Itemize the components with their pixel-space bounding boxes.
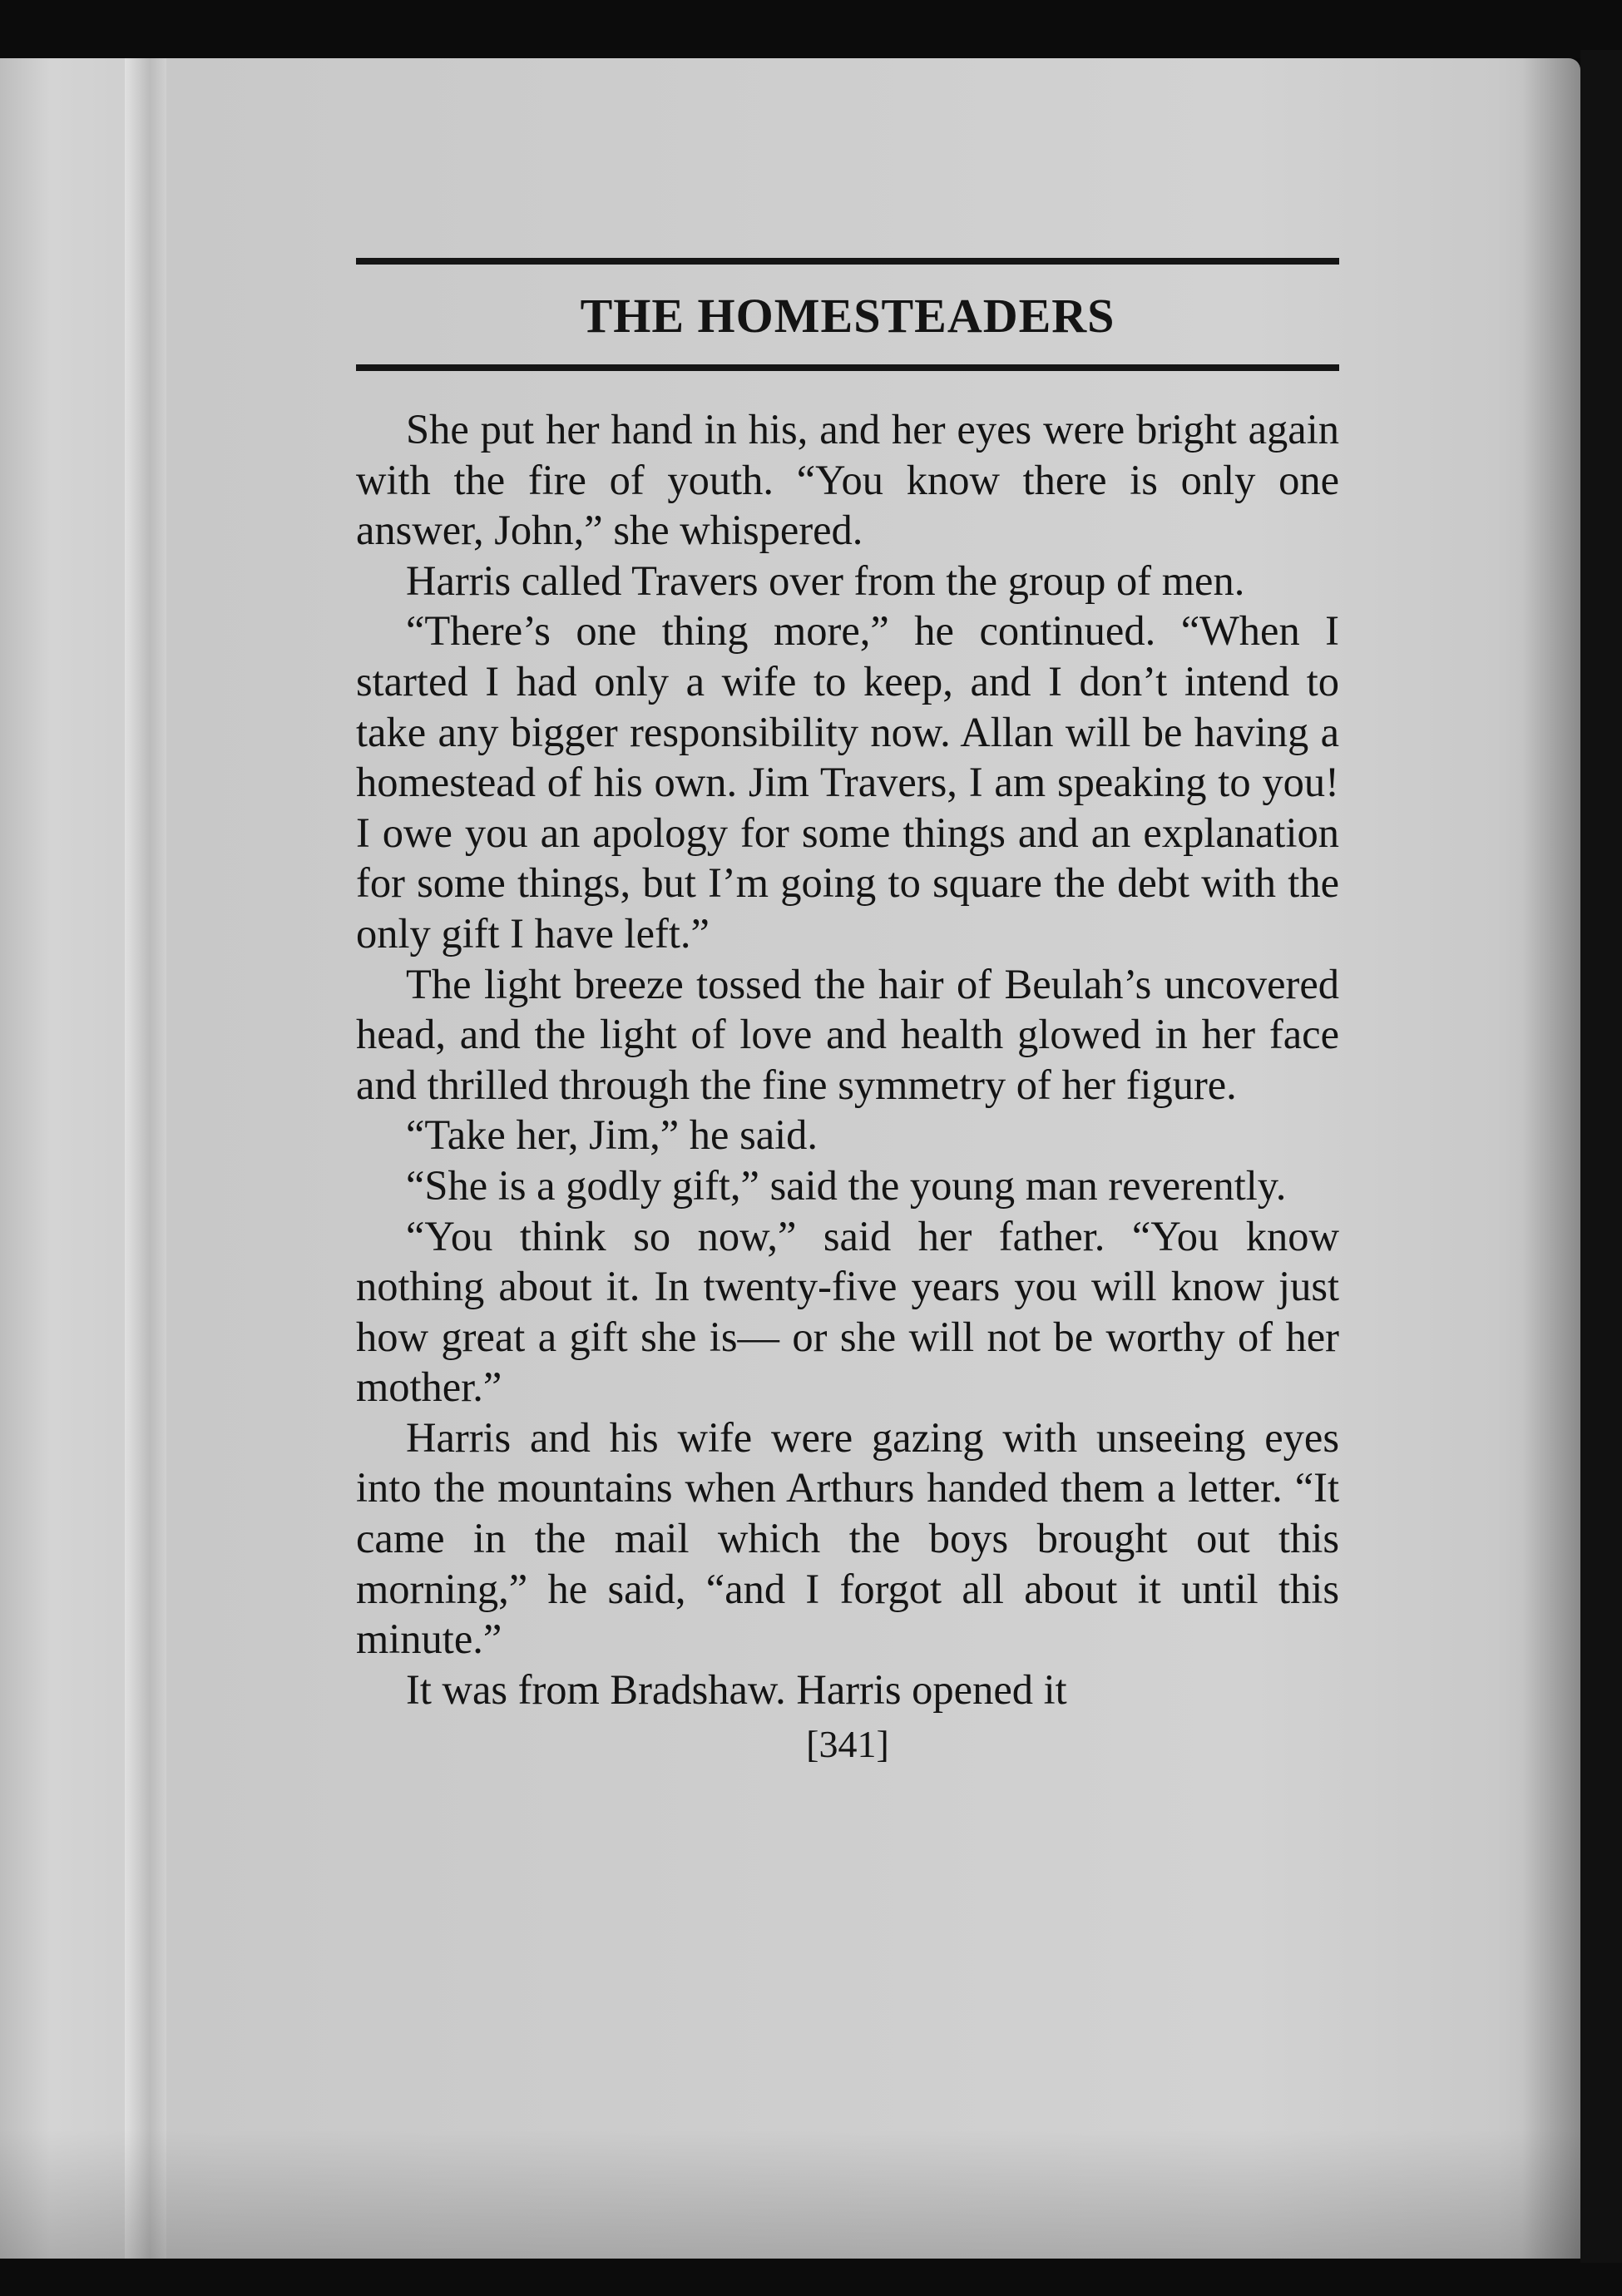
paragraph: She put her hand in his, and her eyes were bright again with the fire of youth. “You know there is only one answer, John,” she whispered. (356, 406, 1339, 554)
header-rule-bottom (356, 364, 1339, 371)
page-bottom-shadow (0, 2130, 1580, 2259)
page-number: [341] (806, 1723, 889, 1766)
binding-fold (125, 58, 166, 2259)
scan-border (1580, 50, 1622, 2263)
header-rule-top (356, 258, 1339, 265)
running-head: THE HOMESTEADERS (580, 289, 1115, 343)
paragraph: “Take her, Jim,” he said. (406, 1111, 818, 1159)
page-edge-shadow (1522, 58, 1580, 2259)
paragraph: It was from Bradshaw. Harris opened it (406, 1665, 1067, 1713)
body-text (356, 404, 1339, 1715)
paragraph: Harris called Travers over from the group of men. (406, 557, 1245, 604)
paragraph: “You think so now,” said her father. “You know nothing about it. In twenty-five years you will know just how great a gift she is— or she will not be worthy of her mother.” (356, 1212, 1339, 1411)
paragraph: The light breeze tossed the hair of Beulah’s uncovered head, and the light of love and health glowed in her face and thrilled through the fine symmetry of her figure. (356, 960, 1339, 1108)
paragraph: Harris and his wife were gazing with unseeing eyes into the mountains when Arthurs handed them a letter. “It came in the mail which the boys brought out this morning,” he said, “and I forgot all about it until this minute.” (356, 1413, 1339, 1663)
page-content (356, 258, 1339, 1769)
paragraph: “There’s one thing more,” he continued. “When I started I had only a wife to keep, and I don’t intend to take any bigger responsibility now. Allan will be having a homestead of his own. Jim Travers, I am speaking to you! I owe you an apology for some things and an explanation for some things, but I’m going to square the debt with the only gift I have left.” (356, 607, 1339, 957)
paragraph: “She is a godly gift,” said the young man reverently. (406, 1161, 1287, 1209)
